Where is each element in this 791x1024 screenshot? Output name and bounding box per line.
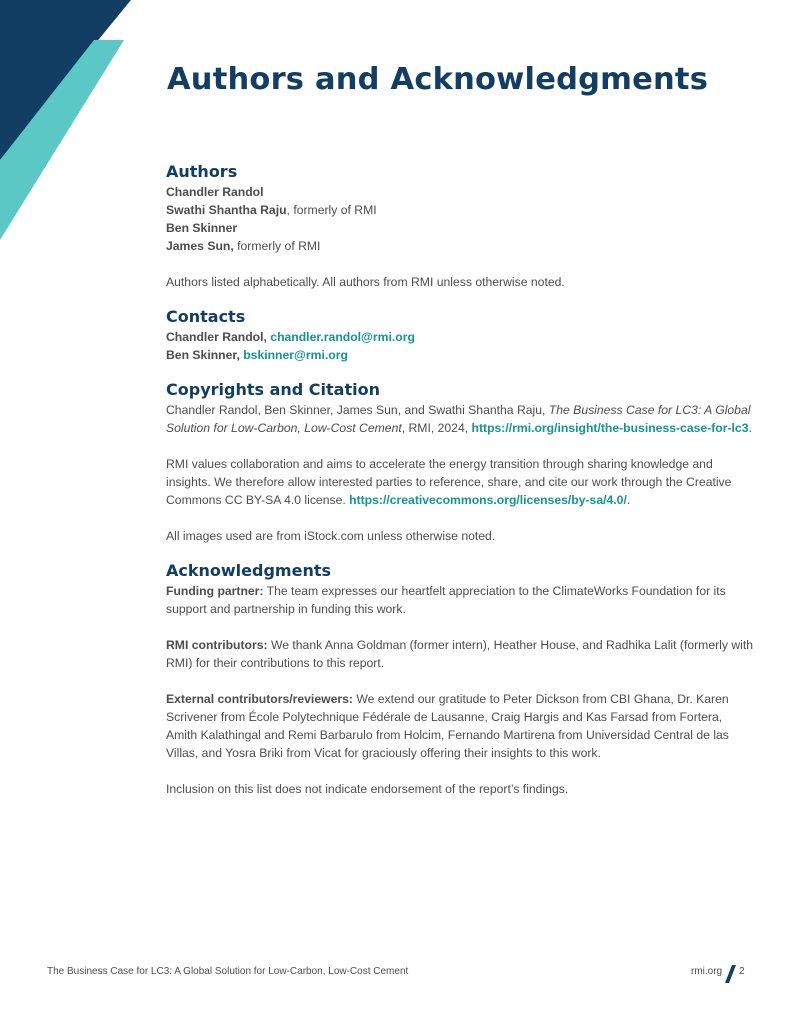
corner-decoration bbox=[0, 0, 135, 245]
license-link[interactable]: https://creativecommons.org/licenses/by-sa/4.0/ bbox=[349, 493, 627, 507]
images-note: All images used are from iStock.com unless otherwise noted. bbox=[166, 529, 496, 543]
author-item: Ben Skinner bbox=[166, 221, 238, 235]
contact-item: Chandler Randol, chandler.randol@rmi.org bbox=[166, 330, 415, 344]
contact-email-link[interactable]: bskinner@rmi.org bbox=[243, 348, 348, 362]
copyright-heading: Copyrights and Citation bbox=[166, 380, 380, 399]
disclaimer: Inclusion on this list does not indicate endorsement of the report’s findings. bbox=[166, 782, 569, 796]
external-contributors-paragraph: External contributors/reviewers: We extend our gratitude to Peter Dickson from CBI Ghana, Dr. Karen Scrivener from École Polytechnique Fédérale de Lausanne, Craig Hargis and Kas Farsad from Fortera, Amith Kalathingal and Remi Barbarulo from Holcim, Fernando Martirena from Universidad Central de las Villas, and Yosra Briki from Vicat for graciously offering their insights to this work. bbox=[166, 692, 729, 760]
rmi-contributors-paragraph: RMI contributors: We thank Anna Goldman (former intern), Heather House, and Radhika Lalit (formerly with RMI) for their contributions to this report. bbox=[166, 638, 754, 670]
acknowledgments-heading: Acknowledgments bbox=[166, 561, 331, 580]
footer-doc-title: The Business Case for LC3: A Global Solution for Low-Carbon, Low-Cost Cement bbox=[47, 966, 409, 977]
citation-link[interactable]: https://rmi.org/insight/the-business-case-for-lc3 bbox=[471, 421, 749, 435]
contact-email-link[interactable]: chandler.randol@rmi.org bbox=[270, 330, 415, 344]
author-item: James Sun, formerly of RMI bbox=[166, 239, 321, 253]
footer-slash-icon bbox=[725, 965, 737, 983]
contact-item: Ben Skinner, bskinner@rmi.org bbox=[166, 348, 348, 362]
footer-page-number: 2 bbox=[739, 966, 745, 977]
page-title: Authors and Acknowledgments bbox=[167, 62, 709, 97]
authors-heading: Authors bbox=[166, 162, 238, 181]
authors-note: Authors listed alphabetically. All authors from RMI unless otherwise noted. bbox=[166, 275, 565, 289]
footer-site: rmi.org bbox=[691, 966, 723, 977]
author-item: Swathi Shantha Raju, formerly of RMI bbox=[166, 203, 377, 217]
license-paragraph: RMI values collaboration and aims to accelerate the energy transition through sharing knowledge and insights. We therefore allow interested parties to reference, share, and cite our work through the Creative Commons CC BY-SA 4.0 license. https://creativecommons.org/licenses/by-sa/4.0/. bbox=[166, 457, 732, 507]
funding-paragraph: Funding partner: The team expresses our heartfelt appreciation to the ClimateWorks Foundation for its support and partnership in funding this work. bbox=[166, 584, 726, 616]
author-item: Chandler Randol bbox=[166, 185, 264, 199]
contacts-heading: Contacts bbox=[166, 307, 246, 326]
citation-paragraph: Chandler Randol, Ben Skinner, James Sun, and Swathi Shantha Raju, The Business Case for LC3: A Global Solution for Low-Carbon, Low-Cost Cement, RMI, 2024, https://rmi.org/insight/the-business-case-for-lc3. bbox=[166, 403, 752, 435]
